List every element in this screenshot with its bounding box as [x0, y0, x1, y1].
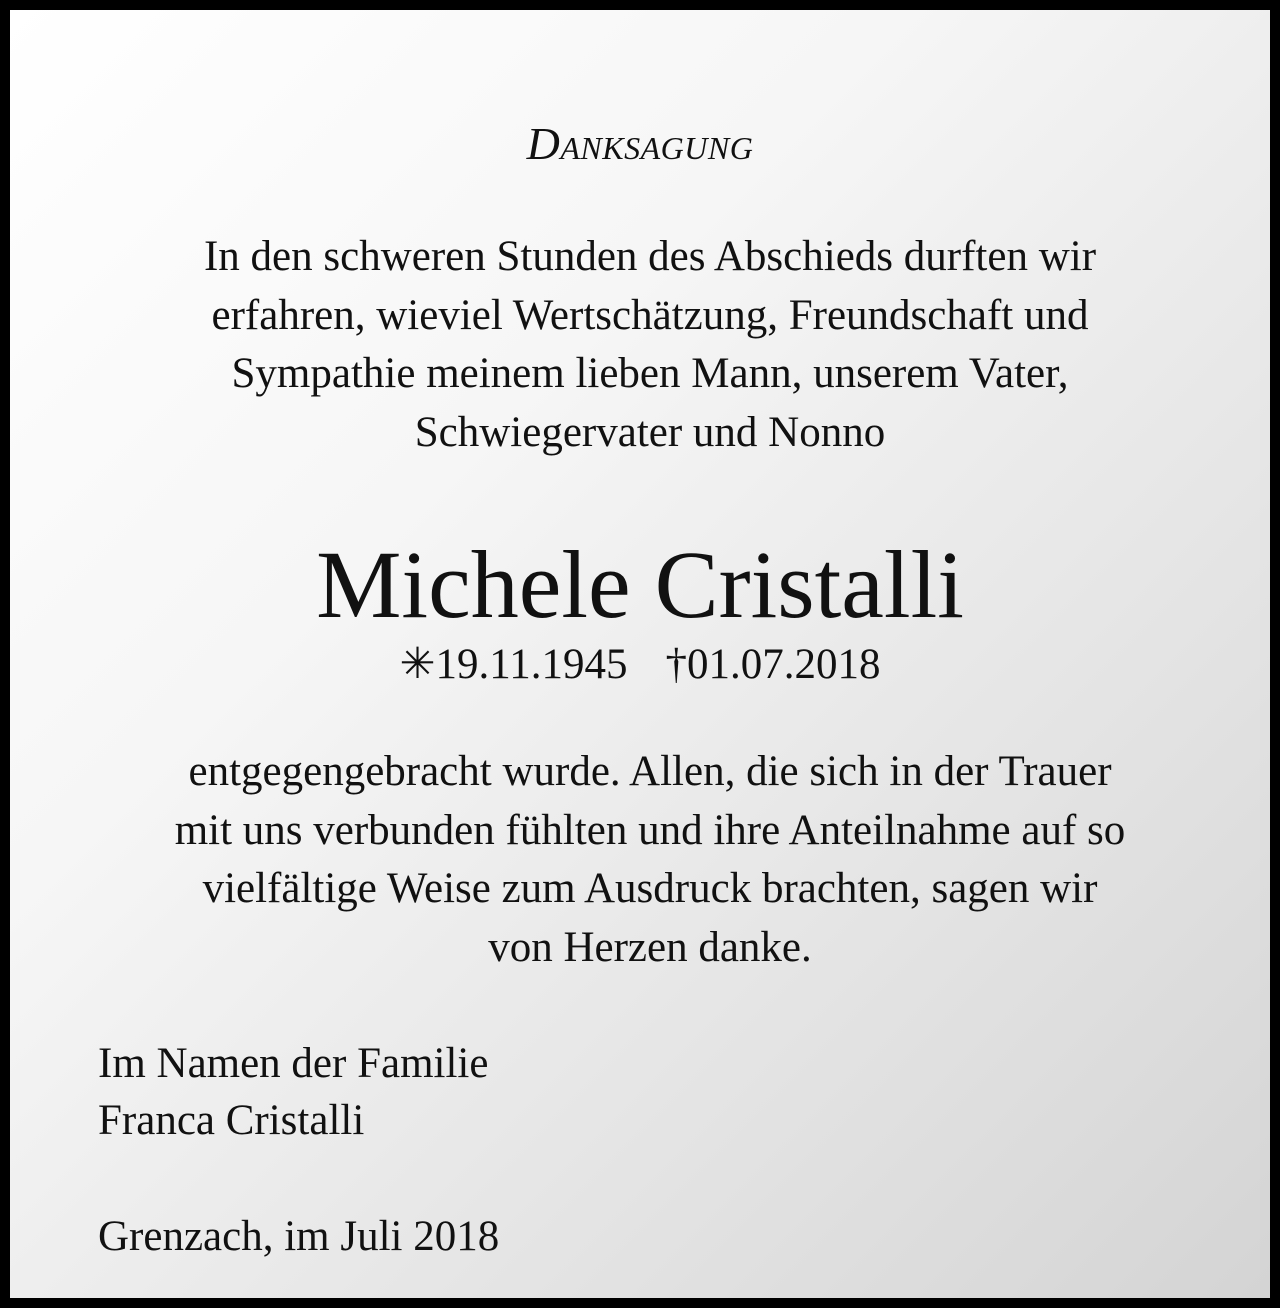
- place-date-line: Grenzach, im Juli 2018: [98, 1213, 500, 1260]
- intro-line: erfahren, wieviel Wertschätzung, Freundschaft und: [211, 291, 1089, 339]
- notice-heading: Danksagung: [526, 118, 754, 169]
- signature-block: [98, 1035, 488, 1149]
- place-date: [98, 1208, 499, 1265]
- birth-date: ✳19.11.1945: [399, 641, 628, 688]
- life-dates: [10, 638, 1270, 692]
- signature-line: Franca Cristalli: [98, 1097, 365, 1144]
- intro-paragraph: [70, 228, 1230, 462]
- signature-line: Im Namen der Familie: [98, 1040, 489, 1087]
- deceased-name: Michele Cristalli: [316, 531, 964, 638]
- intro-line: In den schweren Stunden des Abschieds durften wir: [203, 233, 1097, 280]
- body-line: mit uns verbunden fühlten und ihre Anteilnahme auf so: [174, 806, 1126, 854]
- death-date: †01.07.2018: [665, 641, 881, 688]
- intro-line: Sympathie meinem lieben Mann, unserem Vater,: [231, 350, 1069, 397]
- body-line: vielfältige Weise zum Ausdruck brachten, sagen wir: [202, 865, 1098, 912]
- body-paragraph: [70, 743, 1230, 977]
- body-line: von Herzen danke.: [488, 923, 812, 971]
- intro-line: Schwiegervater und Nonno: [414, 408, 886, 456]
- body-line: entgegengebracht wurde. Allen, die sich in der Trauer: [188, 748, 1112, 795]
